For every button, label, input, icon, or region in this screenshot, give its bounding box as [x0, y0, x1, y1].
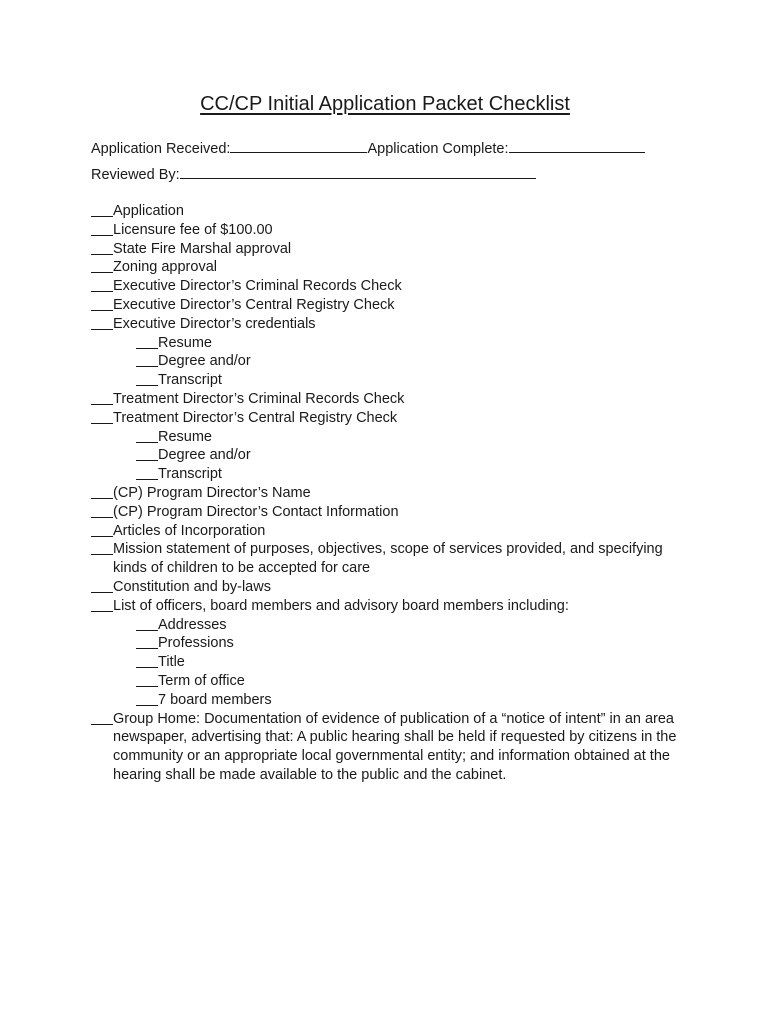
checkbox-blank[interactable] [136, 691, 158, 706]
checklist-item [91, 503, 681, 522]
checklist-item-label: List of officers, board members and advisory board members including: [113, 597, 569, 614]
application-received-blank[interactable] [230, 138, 367, 153]
checkbox-blank[interactable] [136, 428, 158, 443]
checklist-item-label: Degree and/or [158, 447, 251, 464]
header-row-dates [91, 138, 645, 157]
checklist-item [91, 296, 681, 315]
checkbox-blank[interactable] [136, 352, 158, 367]
checkbox-blank[interactable] [91, 240, 113, 255]
checkbox-blank[interactable] [91, 202, 113, 217]
application-received-label: Application Received: [91, 141, 231, 157]
checkbox-blank[interactable] [91, 277, 113, 292]
checklist-item-label: Transcript [158, 372, 222, 389]
checklist-item [91, 597, 681, 616]
checklist-item-label: Degree and/or [158, 353, 251, 370]
checklist-subitem [91, 465, 681, 484]
checklist-item-label: (CP) Program Director’s Name [113, 484, 311, 501]
checkbox-blank[interactable] [91, 710, 113, 725]
checklist-item [91, 258, 681, 277]
checklist-item [91, 522, 681, 541]
checklist-item-label: Transcript [158, 466, 222, 483]
checkbox-blank[interactable] [91, 258, 113, 273]
checklist-item-label: Executive Director’s credentials [113, 315, 316, 332]
checklist-item [91, 315, 681, 334]
checklist-item-label: Resume [158, 334, 212, 351]
reviewed-by-label: Reviewed By: [91, 167, 180, 183]
checklist-item-label: Application [113, 203, 184, 219]
checklist-item-label: Professions [158, 635, 234, 652]
checklist-item-label: Term of office [158, 672, 245, 689]
checklist-item-label: Group Home: Documentation of evidence of publication of a “notice of intent” in an area newspaper, advertising that: A public hearing shall be held if requested by citizens in the community or an appropriate local governmental entity; and information obtained at the hearing shall be made available to the public and the cabinet. [113, 710, 677, 783]
checklist [91, 202, 681, 785]
checklist-item-label: State Fire Marshal approval [113, 240, 292, 257]
checklist-item [91, 540, 681, 578]
checkbox-blank[interactable] [136, 334, 158, 349]
checkbox-blank[interactable] [91, 315, 113, 330]
checklist-subitem [91, 616, 681, 635]
checkbox-blank[interactable] [91, 503, 113, 518]
checklist-item-label: Zoning approval [113, 259, 217, 276]
checklist-item-label: Executive Director’s Central Registry Check [113, 296, 395, 313]
checklist-item-label: Treatment Director’s Central Registry Check [113, 409, 398, 426]
checklist-item [91, 221, 681, 240]
checklist-subitem [91, 653, 681, 672]
checklist-subitem [91, 634, 681, 653]
checklist-item-label: Title [158, 654, 185, 671]
checkbox-blank[interactable] [91, 522, 113, 537]
reviewed-by-blank[interactable] [180, 164, 536, 179]
checklist-subitem [91, 691, 681, 710]
checkbox-blank[interactable] [91, 409, 113, 424]
checklist-item-label: Addresses [158, 616, 227, 633]
checkbox-blank[interactable] [136, 616, 158, 631]
checkbox-blank[interactable] [91, 296, 113, 311]
checklist-item [91, 710, 681, 785]
checklist-item-label: 7 board members [158, 691, 272, 708]
checklist-item-label: Constitution and by-laws [113, 578, 271, 595]
page-title: CC/CP Initial Application Packet Checklist [200, 93, 570, 115]
checkbox-blank[interactable] [91, 390, 113, 405]
checklist-subitem [91, 352, 681, 371]
checkbox-blank[interactable] [91, 578, 113, 593]
checkbox-blank[interactable] [91, 597, 113, 612]
checklist-subitem [91, 428, 681, 447]
checkbox-blank[interactable] [136, 634, 158, 649]
checkbox-blank[interactable] [91, 221, 113, 236]
checklist-item-label: Executive Director’s Criminal Records Check [113, 278, 402, 295]
checklist-item [91, 484, 681, 503]
checkbox-blank[interactable] [136, 371, 158, 386]
checklist-item-label: (CP) Program Director’s Contact Information [113, 503, 399, 520]
application-complete-label: Application Complete: [367, 141, 509, 157]
checklist-item-label: Articles of Incorporation [113, 522, 266, 539]
application-complete-blank[interactable] [509, 138, 645, 153]
checklist-subitem [91, 371, 681, 390]
checkbox-blank[interactable] [91, 540, 113, 555]
checklist-subitem [91, 334, 681, 353]
checkbox-blank[interactable] [136, 653, 158, 668]
checklist-item [91, 202, 681, 221]
checklist-item-label: Licensure fee of $100.00 [113, 221, 273, 238]
checklist-item [91, 277, 681, 296]
checkbox-blank[interactable] [91, 484, 113, 499]
checkbox-blank[interactable] [136, 446, 158, 461]
checklist-item-label: Treatment Director’s Criminal Records Check [113, 390, 405, 407]
checklist-item [91, 390, 681, 409]
checklist-item-label: Resume [158, 428, 212, 445]
checklist-subitem [91, 446, 681, 465]
checklist-item [91, 578, 681, 597]
checkbox-blank[interactable] [136, 465, 158, 480]
checklist-item [91, 409, 681, 428]
header-row-reviewer [91, 164, 536, 183]
checklist-item-label: Mission statement of purposes, objectives, scope of services provided, and specifying kinds of children to be accepted for care [113, 541, 663, 577]
checklist-item [91, 240, 681, 259]
checkbox-blank[interactable] [136, 672, 158, 687]
checklist-subitem [91, 672, 681, 691]
